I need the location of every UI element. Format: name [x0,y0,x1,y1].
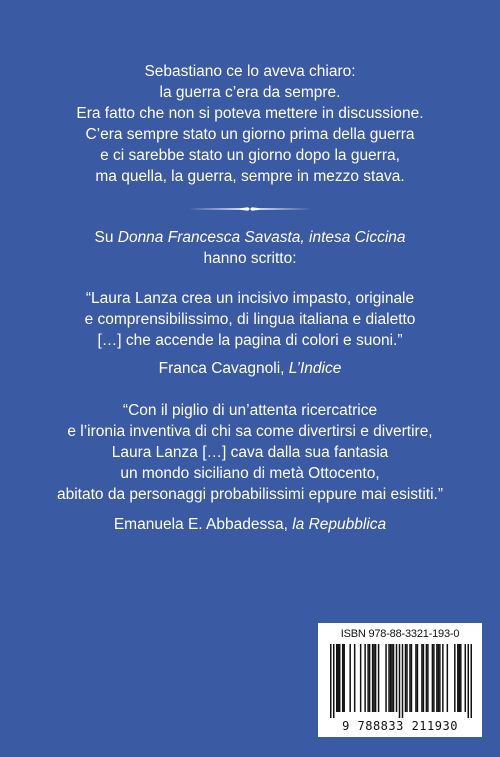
barcode-bar [426,644,427,712]
barcode-bar [391,644,392,712]
ornamental-divider [188,206,312,212]
quote-line: “Laura Lanza crea un incisivo impasto, originale [85,290,415,307]
barcode-bar [457,644,458,712]
barcode-bar [388,644,389,712]
barcode-bar [369,644,370,712]
barcode-bar [339,644,340,712]
review-author: Emanuela E. Abbadessa, [113,516,293,533]
intro-excerpt [0,61,500,187]
barcode-bar [360,644,361,712]
quote-line: e l’ironia inventiva di chi sa come divertirsi e divertire, [67,423,433,440]
barcode-bar [421,644,422,712]
barcode-bar [333,644,334,718]
intro-line: C’era sempre stato un giorno prima della guerra [85,126,415,143]
review-author: Franca Cavagnoli, [158,360,289,377]
barcode-bar [468,644,469,718]
reviews-intro-prefix: Su [94,229,118,246]
quote-line: Laura Lanza […] cava dalla sua fantasia [111,444,389,461]
barcode-bar [447,644,448,712]
isbn-barcode-box [318,623,482,737]
review-quote-2 [0,400,500,505]
barcode-bar [372,644,373,712]
quote-line: un mondo siciliano di metà Ottocento, [120,465,380,482]
barcode-bar [459,644,460,712]
barcode-icon [330,644,472,718]
barcode-bar [415,644,416,712]
intro-line: ma quella, la guerra, sempre in mezzo stava. [95,168,405,185]
barcode-bar [439,644,440,712]
barcode-bar [433,644,434,712]
barcode-bar [373,644,374,712]
quote-line: e comprensibilissimo, di lingua italiana e dialetto [84,311,416,328]
review-source: L’Indice [288,360,342,377]
barcode-bar [393,644,394,712]
barcode-bar [390,644,391,712]
isbn-label: ISBN 978-88-3321-193-0 [340,628,460,640]
barcode-bar [465,644,466,712]
review-source: la Repubblica [292,516,387,533]
barcode-bar [406,644,407,712]
quote-line: […] che accende la pagina di colori e suoni.” [97,332,403,349]
barcode-bar [436,644,437,712]
barcode-bar [396,644,397,712]
reviews-intro [0,227,500,269]
barcode-bar [442,644,443,712]
barcode-bar [454,644,455,712]
barcode-bar [375,644,376,712]
barcode-bar [417,644,418,712]
barcode-bar [427,644,428,712]
review-attribution-2 [0,514,500,535]
quote-line: “Con il piglio di un’attenta ricercatrice [122,402,378,419]
barcode-bar [364,644,365,712]
barcode-bar [471,644,472,718]
barcode-bar [399,644,400,718]
barcode-bar [336,644,337,712]
barcode-bar [432,644,433,712]
barcode-bar [337,644,338,712]
barcode-bar [330,644,331,718]
barcode-bar [342,644,343,712]
barcode-bar [411,644,412,712]
barcode-bar [460,644,461,712]
barcode-bar [385,644,386,712]
barcode-bar [367,644,368,712]
barcode-bar [349,644,350,712]
barcode-bar [343,644,344,712]
barcode-bar [354,644,355,712]
review-attribution-1 [0,358,500,379]
barcode-bar [378,644,379,712]
barcode-bar [409,644,410,712]
previous-book-title: Donna Francesca Savasta, intesa Ciccina [117,229,406,246]
intro-line: la guerra c’era da sempre. [159,84,341,101]
ean-number: 9 788833 211930 [342,719,458,733]
reviews-intro-line [0,227,500,248]
barcode-bar [423,644,424,712]
reviews-intro-line: hanno scritto: [203,250,297,267]
barcode-bar [405,644,406,712]
review-quote-1 [0,288,500,351]
barcode-bar [402,644,403,718]
barcode-bar [438,644,439,712]
intro-line: Era fatto che non si poteva mettere in discussione. [76,105,424,122]
intro-line: e ci sarebbe stato un giorno dopo la guerra, [100,147,400,164]
intro-line: Sebastiano ce lo aveva chiaro: [144,63,356,80]
quote-line: abitato da personaggi probabilissimi eppure mai esistiti.” [57,486,443,503]
